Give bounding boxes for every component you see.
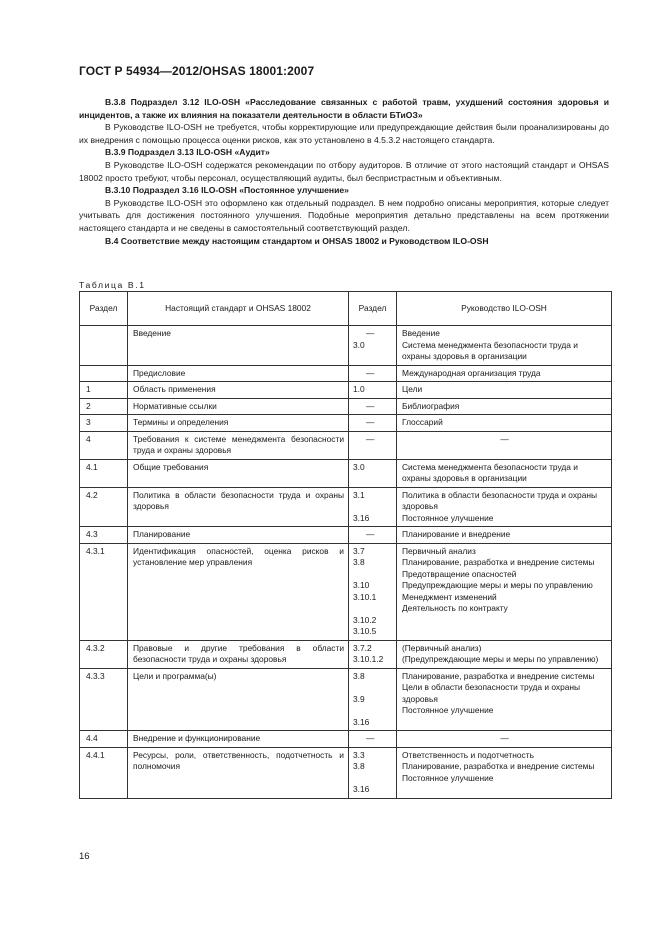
- section-heading-b39: В.3.9 Подраздел 3.13 ILO-OSH «Аудит»: [105, 147, 270, 158]
- ilo-section-number: [353, 773, 392, 785]
- table-row: [80, 459, 612, 487]
- ilo-section-number: 3.0: [353, 339, 365, 350]
- ilo-section-number: 1.0: [353, 384, 365, 394]
- cell-ilo-guide: [397, 326, 612, 366]
- header-ilo-section: Раздел: [349, 292, 397, 326]
- ilo-guide-item: Система менеджмента безопасности труда и охраны здоровья в организации: [402, 339, 578, 361]
- cell-section: 2: [80, 398, 128, 415]
- cell-ilo-guide: [397, 415, 612, 432]
- ilo-section-number: 3.0: [353, 461, 365, 472]
- cell-ilo-guide: [397, 747, 612, 798]
- cell-ilo-section: [349, 459, 397, 487]
- ilo-section-number: [353, 603, 392, 615]
- cell-ilo-guide: [397, 527, 612, 544]
- ilo-section-number: —: [366, 733, 375, 743]
- ilo-section-number: [353, 705, 392, 717]
- cell-ilo-guide: [397, 459, 612, 487]
- ilo-guide-item: Политика в области безопасности труда и охраны здоровья: [402, 489, 597, 511]
- table-row: [80, 398, 612, 415]
- ilo-section-number: —: [366, 529, 375, 539]
- cell-standard: Ресурсы, роли, ответственность, подотчетность и полномочия: [128, 747, 349, 798]
- cell-standard: Требования к системе менеджмента безопасности труда и охраны здоровья: [128, 431, 349, 459]
- ilo-section-number: 3.9: [353, 693, 365, 704]
- ilo-guide-item: Деятельность по контракту: [402, 603, 508, 613]
- section-heading-b4: В.4 Соответствие между настоящим стандартом и OHSAS 18002 и Руководством ILO-OSH: [105, 235, 489, 246]
- cell-section: 4.2: [80, 487, 128, 527]
- ilo-guide-item: —: [500, 733, 509, 743]
- ilo-guide-item: (Первичный анализ): [402, 642, 482, 653]
- cell-section: 4: [80, 431, 128, 459]
- cell-ilo-section: [349, 747, 397, 798]
- ilo-guide-item: Предотвращение опасностей: [402, 568, 517, 579]
- body-text: [79, 96, 609, 247]
- cell-ilo-guide: [397, 431, 612, 459]
- cell-ilo-section: [349, 431, 397, 459]
- ilo-guide-item: Международная организация труда: [402, 367, 541, 378]
- page-header-title: ГОСТ Р 54934—2012/OHSAS 18001:2007: [79, 64, 315, 78]
- cell-section: 4.3: [80, 527, 128, 544]
- cell-standard: Предисловие: [128, 365, 349, 382]
- cell-ilo-guide: [397, 668, 612, 731]
- table-row: [80, 668, 612, 731]
- ilo-section-number: 3.16: [353, 784, 370, 794]
- ilo-guide-item: Постоянное улучшение: [402, 705, 494, 715]
- ilo-section-number: 3.8: [353, 761, 365, 771]
- ilo-guide-item: Система менеджмента безопасности труда и охраны здоровья в организации: [402, 461, 578, 483]
- ilo-guide-item: Планирование, разработка и внедрение системы: [402, 761, 595, 771]
- cell-ilo-guide: [397, 365, 612, 382]
- ilo-section-number: 3.10.1.2: [353, 654, 384, 664]
- cell-ilo-guide: [397, 640, 612, 668]
- table-row: [80, 747, 612, 798]
- section-heading-b310: В.3.10 Подраздел 3.16 ILO-OSH «Постоянное улучшение»: [105, 185, 349, 196]
- cell-ilo-guide: [397, 398, 612, 415]
- cell-section: 4.3.2: [80, 640, 128, 668]
- cell-standard: Нормативные ссылки: [128, 398, 349, 415]
- cell-ilo-section: [349, 487, 397, 527]
- cell-section: 4.4.1: [80, 747, 128, 798]
- ilo-guide-item: Постоянное улучшение: [402, 772, 494, 783]
- ilo-section-number: 3.8: [353, 670, 365, 681]
- ilo-section-number: 3.1: [353, 489, 365, 500]
- table-row: [80, 365, 612, 382]
- ilo-section-number: [353, 682, 392, 694]
- cell-ilo-guide: [397, 382, 612, 399]
- cell-standard: Область применения: [128, 382, 349, 399]
- header-standard: Настоящий стандарт и OHSAS 18002: [128, 292, 349, 326]
- table-row: [80, 640, 612, 668]
- ilo-section-number: [353, 569, 392, 581]
- ilo-section-number: 3.8: [353, 557, 365, 567]
- ilo-section-number: 3.3: [353, 749, 365, 760]
- cell-section: 4.1: [80, 459, 128, 487]
- cell-ilo-section: [349, 398, 397, 415]
- cell-ilo-section: [349, 668, 397, 731]
- ilo-guide-item: Постоянное улучшение: [402, 512, 494, 523]
- ilo-guide-item: Менеджмент изменений: [402, 591, 497, 602]
- page-number: 16: [79, 851, 90, 862]
- ilo-section-number: [353, 351, 392, 363]
- table-row: [80, 382, 612, 399]
- ilo-section-number: 3.16: [353, 716, 370, 727]
- ilo-guide-item: Библиография: [402, 400, 460, 411]
- cell-section: 1: [80, 382, 128, 399]
- cell-standard: Политика в области безопасности труда и охраны здоровья: [128, 487, 349, 527]
- ilo-guide-item: Предупреждающие меры и меры по управлению: [402, 580, 593, 590]
- cell-ilo-guide: [397, 487, 612, 527]
- cell-section: 4.4: [80, 731, 128, 748]
- ilo-guide-item: —: [500, 433, 509, 444]
- section-text-b38: В Руководстве ILO-OSH не требуется, чтобы корректирующие или предупреждающие действия были проанализированы до их внедрения с помощью процесса оценки рисков, как это установлено в 4.5.3.2 настоящего стандарта.: [79, 122, 609, 145]
- section-text-b310: В Руководстве ILO-OSH это оформлено как отдельный подраздел. В нем подробно описаны мероприятия, которые следует учитывать для достижения постоянного улучшения. Подобные мероприятия детально представлены на всем протяжении настоящего стандарта и не сведены в самостоятельный соответствующий раздел.: [79, 197, 609, 233]
- cell-standard: Планирование: [128, 527, 349, 544]
- cell-ilo-section: [349, 326, 397, 366]
- ilo-guide-item: Планирование, разработка и внедрение системы: [402, 557, 595, 567]
- cell-section: [80, 326, 128, 366]
- ilo-section-number: 3.10.5: [353, 626, 377, 636]
- section-text-b39: В Руководстве ILO-OSH содержатся рекомендации по отбору аудиторов. В отличие от этого настоящий стандарт и OHSAS 18002 просто требуют, чтобы персонал, осуществляющий аудиты, был беспристрастным и объективным.: [79, 159, 609, 183]
- ilo-section-number: 3.10.2: [353, 614, 377, 625]
- ilo-section-number: —: [366, 400, 375, 411]
- cell-standard: Термины и определения: [128, 415, 349, 432]
- ilo-guide-item: Цели в области безопасности труда и охраны здоровья: [402, 682, 581, 704]
- table-caption: Таблица В.1: [79, 280, 146, 290]
- ilo-guide-item: (Предупреждающие меры и меры по управлению): [402, 654, 599, 664]
- ilo-section-number: —: [366, 328, 375, 338]
- cell-standard: Общие требования: [128, 459, 349, 487]
- table-header-row: [80, 292, 612, 326]
- table-row: [80, 487, 612, 527]
- cell-section: 4.3.1: [80, 543, 128, 640]
- ilo-guide-item: Планирование, разработка и внедрение системы: [402, 670, 595, 681]
- ilo-section-number: —: [366, 367, 375, 378]
- table-row: [80, 326, 612, 366]
- ilo-section-number: 3.7: [353, 545, 365, 556]
- cell-section: 3: [80, 415, 128, 432]
- table-row: [80, 431, 612, 459]
- cell-section: 4.3.3: [80, 668, 128, 731]
- header-section: Раздел: [80, 292, 128, 326]
- section-heading-b38: В.3.8 Подраздел 3.12 ILO-OSH «Расследование связанных с работой травм, ухудшений состояния здоровья и инцидентов, а также их влияния на показатели деятельности в области БТиОЗ»: [79, 97, 609, 120]
- cell-ilo-section: [349, 527, 397, 544]
- ilo-guide-item: Глоссарий: [402, 417, 443, 427]
- table-row: [80, 731, 612, 748]
- ilo-section-number: 3.10: [353, 580, 370, 590]
- cell-standard: Идентификация опасностей, оценка рисков и установление мер управления: [128, 543, 349, 640]
- cell-standard: Введение: [128, 326, 349, 366]
- ilo-guide-item: Первичный анализ: [402, 545, 476, 556]
- cell-section: [80, 365, 128, 382]
- cell-standard: Цели и программа(ы): [128, 668, 349, 731]
- cell-ilo-section: [349, 640, 397, 668]
- cell-ilo-guide: [397, 543, 612, 640]
- table-row: [80, 415, 612, 432]
- ilo-guide-item: Цели: [402, 384, 423, 394]
- cell-ilo-section: [349, 365, 397, 382]
- cell-ilo-guide: [397, 731, 612, 748]
- ilo-section-number: [353, 501, 392, 513]
- ilo-section-number: 3.7.2: [353, 642, 372, 653]
- ilo-section-number: 3.10.1: [353, 591, 377, 602]
- cell-ilo-section: [349, 731, 397, 748]
- table-row: [80, 527, 612, 544]
- ilo-guide-item: Планирование и внедрение: [402, 529, 511, 539]
- ilo-section-number: —: [366, 433, 375, 444]
- correspondence-table: [79, 291, 612, 799]
- cell-ilo-section: [349, 543, 397, 640]
- ilo-section-number: 3.16: [353, 512, 370, 523]
- cell-ilo-section: [349, 382, 397, 399]
- cell-standard: Правовые и другие требования в области безопасности труда и охраны здоровья: [128, 640, 349, 668]
- table-row: [80, 543, 612, 640]
- ilo-guide-item: Введение: [402, 328, 440, 338]
- ilo-section-number: —: [366, 417, 375, 427]
- header-ilo-guide: Руководство ILO-OSH: [397, 292, 612, 326]
- ilo-guide-item: Ответственность и подотчетность: [402, 749, 534, 760]
- cell-standard: Внедрение и функционирование: [128, 731, 349, 748]
- cell-ilo-section: [349, 415, 397, 432]
